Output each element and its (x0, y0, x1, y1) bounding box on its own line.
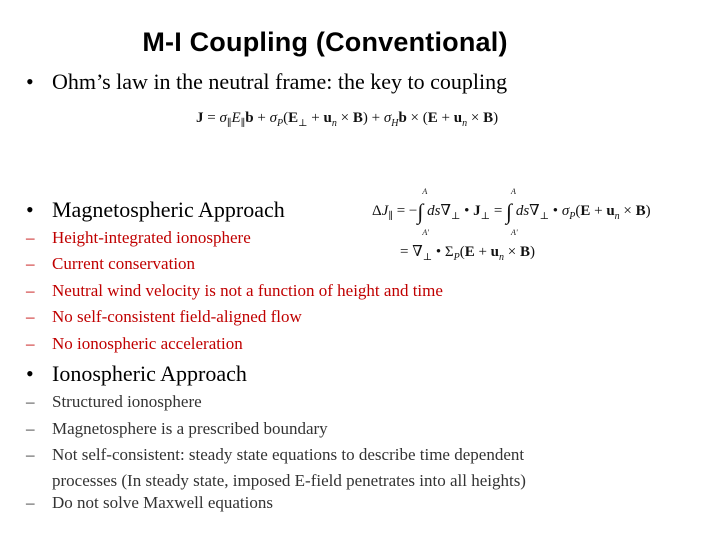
magnetospheric-heading: Magnetospheric Approach (52, 197, 285, 222)
bullet-magnetospheric-approach (26, 197, 285, 223)
bullet-ionospheric-approach (26, 361, 247, 387)
magnetospheric-item: – Height-integrated ionosphere (26, 228, 251, 247)
ohms-law-equation: $J = \sigma_\parallel E_\parallel b + \sigma_P(E_\perp + u_n \times B) + \sigma_Hb \times (E + u_n \times B)$ (196, 110, 499, 129)
ionospheric-heading: Ionospheric Approach (52, 361, 247, 386)
ionospheric-item: – Magnetosphere is a prescribed boundary (26, 419, 328, 438)
slide-title: M-I Coupling (Conventional) (142, 27, 508, 57)
magnetospheric-item: – Neutral wind velocity is not a function of height and time (26, 281, 443, 300)
ionospheric-item: – Not self-consistent: steady state equations to describe time dependent processes (In steady state, imposed E-field penetrates into all heights) (26, 445, 526, 490)
bullet-marker: • (26, 361, 34, 386)
delta-j-equation: $\Delta J_\parallel$ = −∫ A A' $ds\nabla_\perp$ • $J_\perp$ = ∫ A A' $ds\nabla_\perp$ • $\sigma_P(E + u_n \times B)$ (372, 187, 651, 237)
ionospheric-item: – Structured ionosphere (26, 392, 202, 411)
bullet-ohms-law (26, 69, 507, 95)
delta-j-equation-line2: = $\nabla_\perp$ • $\Sigma_P(E + u_n \times B)$ (400, 244, 535, 263)
ohms-law-text: Ohm’s law in the neutral frame: the key to coupling (52, 69, 508, 94)
magnetospheric-item: – No self-consistent field-aligned flow (26, 307, 302, 326)
ionospheric-item: – Do not solve Maxwell equations (26, 493, 273, 512)
magnetospheric-item: – Current conservation (26, 254, 196, 273)
magnetospheric-item: – No ionospheric acceleration (26, 334, 243, 353)
bullet-marker: • (26, 69, 34, 94)
bullet-marker: • (26, 197, 34, 222)
